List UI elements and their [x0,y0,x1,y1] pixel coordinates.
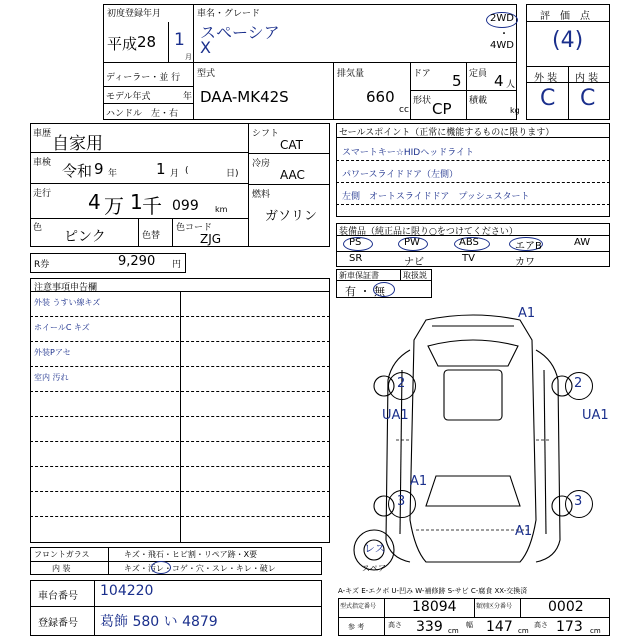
diagram-mark-2-right: 2 [574,376,583,391]
category-value: 0002 [548,599,584,615]
inspection-year-unit: 年 [108,169,118,179]
repaint-label: 色替 [142,231,161,241]
depth-unit: cm [590,627,601,635]
warranty-none-circle [373,282,395,297]
interior-grade: C [580,86,596,111]
diagram-mark-a1-left: A1 [410,474,428,489]
color-code-label: 色コード [176,223,213,233]
load-unit: kg [510,106,520,115]
capacity-value: 4 [494,72,504,90]
car-name: スペーシア [200,23,280,42]
inspection-era: 令和 [62,162,93,180]
equip-navi: ナビ [404,257,424,268]
sales-points-label: セールスポイント（正常に機能するものに限ります） [339,128,555,138]
shift-label: シフト [252,129,280,139]
notes-label: 注意事項申告欄 [34,283,98,293]
model-year-unit: 年 [183,92,193,102]
exterior-grade: C [540,86,556,111]
mileage-man: 4 [88,190,101,214]
usage-value: 自家用 [52,134,103,154]
shift-value: CAT [280,138,303,152]
depth-value: 173 [556,619,583,635]
reg-month: 1 [174,30,185,50]
right-side-inner [544,370,546,534]
ref-label: 参 考 [348,623,365,631]
note-2: ホイールC キズ [34,323,90,332]
reg-label: 初度登録年月 [107,9,162,19]
reg-year: 28 [137,33,157,51]
interior-glass-label: 内 装 [52,564,71,573]
displacement-value: 660 [366,88,395,106]
chassis-value: 104220 [100,583,154,599]
drive-dot: ・ [499,29,509,40]
shape-value: CP [432,100,452,118]
windshield-outline [428,340,518,366]
spare-mark: レス [364,542,386,555]
plate-value: 葛飾 580 い 4879 [100,614,218,630]
diagram-mark-front: A1 [518,306,536,321]
sales-point-3: 左側 オートスライドドア プッシュスタート [342,192,530,202]
mileage-label: 走行 [33,189,52,199]
equip-abs: ABS [459,237,479,248]
sales-point-1: スマートキー☆HIDヘッドライト [342,148,474,158]
eval-score: (4) [552,28,584,53]
rear-window-outline [426,476,520,506]
model-cert-label: 型式指定番号 [340,603,377,610]
mileage-man-unit: 万 [104,194,124,218]
recycle-value: 9,290 [118,254,156,269]
inspection-label: 車検 [33,158,52,168]
inspection-day-close: 日) [226,169,239,179]
width-label: 幅 [466,621,473,629]
damage-legend: A-キズ E-エクボ U-凹み W-補修跡 S-サビ C-腐食 XX-交換済 [338,587,528,595]
equip-airbag: エアB [515,241,542,252]
fuel-label: 燃料 [252,190,271,200]
equip-sr: SR [349,253,363,264]
color-label: 色 [33,223,43,233]
front-glass-label: フロントガラス [34,550,90,559]
model-year-label: モデル年式 [106,92,151,102]
equip-ps: PS [349,237,362,248]
fuel-value: ガソリン [265,209,318,224]
height-label: 高さ [388,621,402,629]
color-value: ピンク [64,229,106,245]
roof-outline [444,370,502,420]
eval-label: 評 価 点 [540,11,590,22]
capacity-label: 定員 [469,69,488,79]
diagram-mark-3-right: 3 [574,494,583,509]
model-cert-value: 18094 [412,599,457,615]
inspection-month: 1 [156,160,166,178]
diagram-mark-3-left: 3 [397,494,406,509]
mileage-sen: 1 [130,190,143,214]
displacement-label: 排気量 [337,69,365,79]
exterior-label: 外 装 [534,73,558,84]
warranty-value: 有 ・ 無 [345,285,385,298]
car-grade-label: 車名・グレード [197,9,261,19]
width-value: 147 [486,619,513,635]
height-unit: cm [448,627,459,635]
interior-label: 内 装 [575,73,599,84]
diagram-mark-rear: A1 [515,524,533,539]
spare-label: スペア [362,564,386,573]
diagram-mark-ua1-right: UA1 [582,408,609,423]
inspection-year: 9 [94,160,104,178]
shape-label: 形状 [413,96,432,106]
mileage-rest: 099 [172,198,199,214]
equip-tv: TV [462,253,475,264]
capacity-unit: 人 [506,80,516,90]
sales-point-2: パワースライドドア（左側） [342,170,459,180]
usage-label: 車歴 [33,129,52,139]
width-unit: cm [518,627,529,635]
plate-label: 登録番号 [38,618,78,629]
right-side-outline [536,350,560,562]
reg-month-unit: 月 [185,53,192,61]
inspection-month-unit: 月 [170,169,180,179]
depth-label: 高さ [534,621,548,629]
note-1: 外装 うすい線キズ [34,298,101,307]
recycle-label: R券 [34,260,50,270]
interior-options: キズ・汚レ・コゲ・穴・スレ・キレ・破レ [124,564,276,573]
mileage-unit: km [215,205,228,214]
car-grade: X [200,38,211,57]
front-glass-options: キズ・飛石・ヒビ割・リペア跡・X要 [124,550,258,559]
note-3: 外装Pアセ [34,348,71,357]
cooling-value: AAC [280,168,305,182]
equip-pw: PW [404,237,420,248]
reg-era: 平成 [107,35,138,53]
diagram-mark-ua1-left: UA1 [382,408,409,423]
door-label: ドア [413,69,431,79]
type-label: 型式 [197,69,216,79]
category-label: 類別区分番号 [476,603,513,610]
manual-label: 取扱説 [403,271,427,280]
interior-dirt-circle [151,561,171,574]
handle-label: ハンドル 左・右 [106,109,179,119]
cooling-label: 冷房 [252,159,271,169]
mileage-sen-unit: 千 [142,194,162,218]
diagram-mark-2-left: 2 [397,376,406,391]
load-label: 積載 [469,96,488,106]
recycle-box [30,253,186,273]
inspection-day-open: ( [185,166,189,176]
drive-2wd: 2WD [490,13,514,24]
recycle-unit: 円 [172,260,182,270]
displacement-unit: cc [399,105,409,115]
door-value: 5 [452,72,462,90]
chassis-label: 車台番号 [38,591,78,602]
equipment-label: 装備品（純正品に限り○をつけてください） [339,227,518,237]
color-code-value: ZJG [200,232,222,246]
drive-4wd: 4WD [490,40,514,51]
height-value: 339 [416,619,443,635]
type-value: DAA-MK42S [200,88,289,106]
note-4: 室内 汚れ [34,373,69,382]
warranty-label: 新車保証書 [339,271,379,280]
equip-aw: AW [574,237,591,248]
equip-leather: カワ [515,257,535,268]
dealer-label: ディーラー・並 行 [106,73,181,83]
